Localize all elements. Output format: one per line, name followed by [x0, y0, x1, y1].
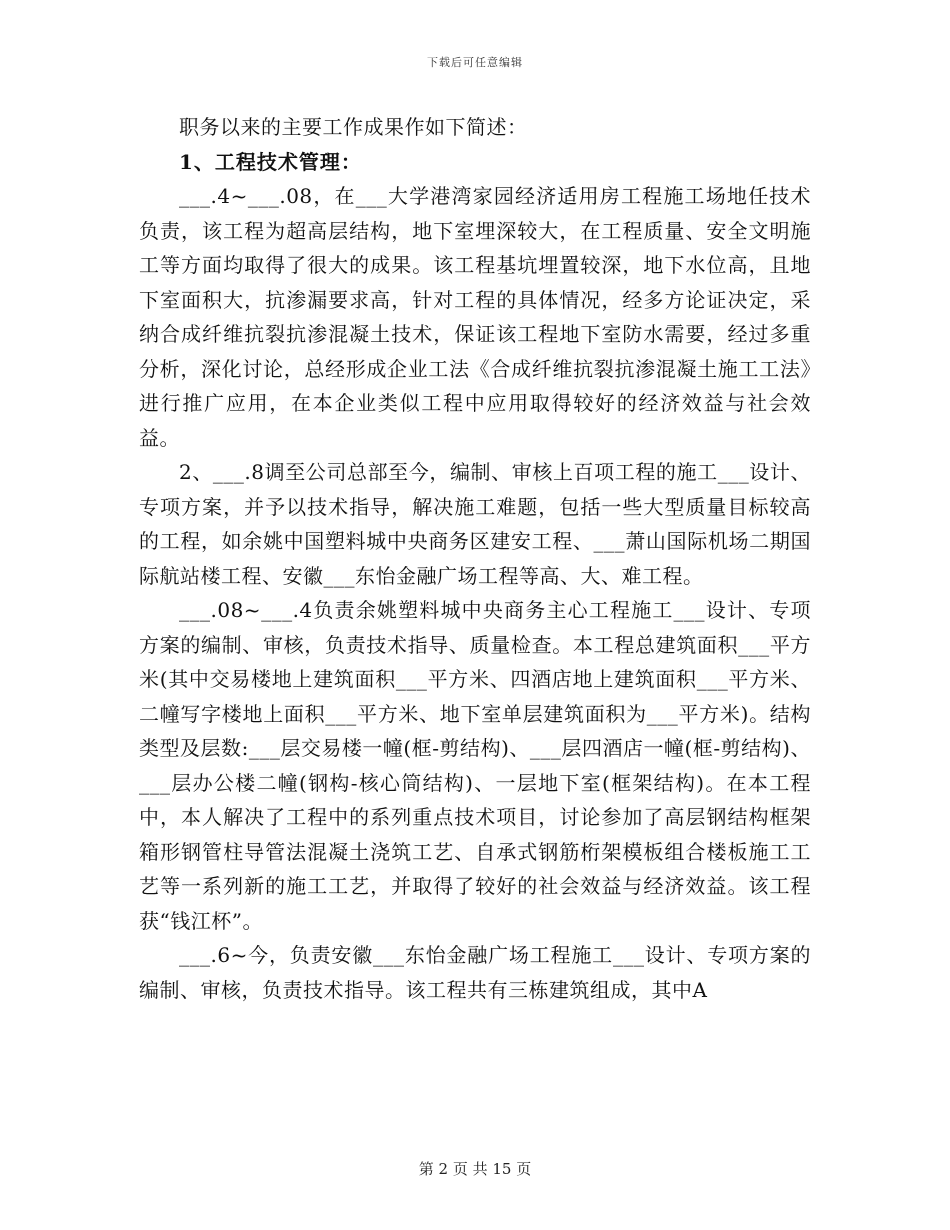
page-number-footer: 第 2 页 共 15 页	[418, 1160, 532, 1178]
body-paragraph: ___.4~___.08，在___大学港湾家园经济适用房工程施工场地任技术负责，该工程为超高层结构，地下室埋深较大，在工程质量、安全文明施工等方面均取得了很大的成果。该工程基坑埋置较深，地下水位高，且地下室面积大，抗渗漏要求高，针对工程的具体情况，经多方论证决定，采纳合成纤维抗裂抗渗混凝土技术，保证该工程地下室防水需要，经过多重分析，深化讨论，总经形成企业工法《合成纤维抗裂抗渗混凝土施工工法》进行推广应用，在本企业类似工程中应用取得较好的经济效益与社会效益。	[139, 184, 811, 450]
body-paragraph: ___.08~___.4负责余姚塑料城中央商务主心工程施工___设计、专项方案的编制、审核，负责技术指导、质量检查。本工程总建筑面积___平方米(其中交易楼地上建筑面积___平方米、四酒店地上建筑面积___平方米、二幢写字楼地上面积___平方米、地下室单层建筑面积为___平方米)。结构类型及层数:___层交易楼一幢(框-剪结构)、___层四酒店一幢(框-剪结构)、___层办公楼二幢(钢构-核心筒结构)、一层地下室(框架结构)。在本工程中，本人解决了工程中的系列重点技术项目，讨论参加了高层钢结构框架箱形钢管柱导管法混凝土浇筑工艺、自承式钢筋桁架模板组合楼板施工工艺等一系列新的施工工艺，并取得了较好的社会效益与经济效益。该工程获“钱江杯”。	[139, 598, 811, 933]
body-paragraph: ___.6~今，负责安徽___东怡金融广场工程施工___设计、专项方案的编制、审核，负责技术指导。该工程共有三栋建筑组成，其中A	[139, 943, 811, 1002]
intro-paragraph: 职务以来的主要工作成果作如下简述：	[179, 115, 528, 139]
section-heading: 1、工程技术管理：	[179, 149, 362, 174]
page-header-note: 下载后可任意编辑	[427, 56, 523, 69]
body-paragraph: 2、___.8调至公司总部至今，编制、审核上百项工程的施工___设计、专项方案，并予以技术指导，解决施工难题，包括一些大型质量目标较高的工程，如余姚中国塑料城中央商务区建安工程、___萧山国际机场二期国际航站楼工程、安徽___东怡金融广场工程等高、大、难工程。	[139, 460, 811, 588]
document-body	[139, 110, 811, 1007]
